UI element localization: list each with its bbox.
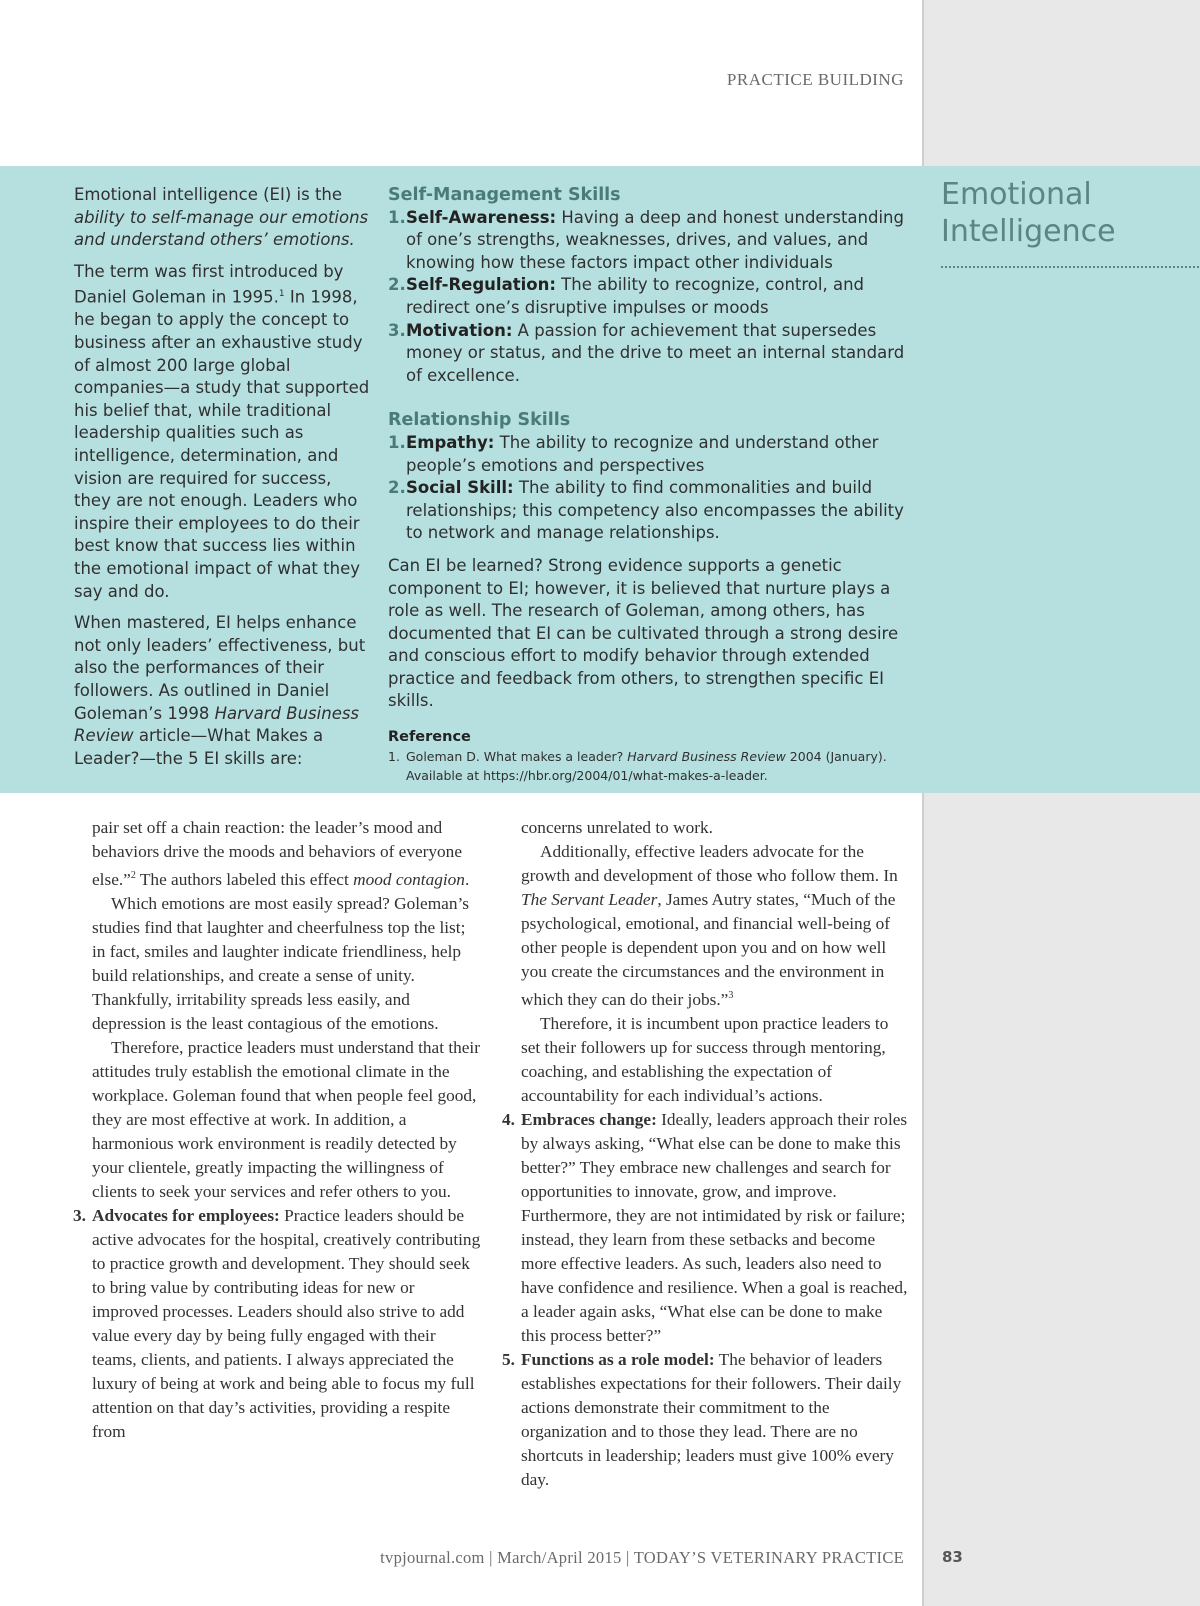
numbered-item-4: 4. Embraces change: Ideally, leaders approach their roles by always asking, “What else can be done to make this better?” They embrace new challenges and search for opportunities to innovate, grow, and improve. Furthermore, they are not intimidated by risk or failure; instead, they learn from these setbacks and become more effective leaders. As such, leaders also need to have confidence and resilience. When a goal is reached, a leader again asks, “What else can be done to make this process better?”	[502, 1109, 908, 1345]
ei-learned-paragraph: Can EI be learned? Strong evidence supports a genetic component to EI; however, it is believed that nurture plays a role as well. The research of Goleman, among others, has documented that EI can be cultivated through a strong desire and conscious effort to modify behavior through extended practice and feedback from others, to strengthen specific EI skills.	[388, 555, 899, 711]
self-management-list	[388, 207, 916, 388]
numbered-item-5: 5. Functions as a role model: The behavior of leaders establishes expectations for their followers. Their daily actions demonstrate their commitment to the organization and to those they lead. There are no shortcuts in leadership; leaders must give 100% every day.	[502, 1349, 902, 1489]
relationship-heading: Relationship Skills	[388, 410, 571, 431]
body-paragraph: Additionally, effective leaders advocate for the growth and development of those who follow them. In The Servant Leader, James Autry states, “Much of the psychological, emotional, and financial well-being of other people is dependent upon you and on how well you create the circumstances and the environment in which they can do their jobs.”$^3$	[521, 842, 898, 1009]
dotted-divider	[941, 266, 1199, 268]
list-item: 2. Self-Regulation: The ability to recognize, control, and redirect one’s disruptive impulses or moods	[388, 275, 865, 317]
skills-column	[388, 184, 916, 785]
reference-heading: Reference	[388, 729, 471, 746]
body-paragraph: pair set off a chain reaction: the leader’s mood and behaviors drive the moods and behaviors of everyone else.”$^2$ The authors labeled this effect mood contagion.	[92, 818, 470, 889]
article-right-column	[502, 816, 911, 1492]
relationship-list	[388, 432, 916, 545]
list-item: 2. Social Skill: The ability to find commonalities and build relationships; this competency also encompasses the ability to network and manage relationships.	[388, 478, 904, 543]
section-header: PRACTICE BUILDING	[726, 70, 904, 89]
intro-paragraph-2: The term was first introduced by Daniel Goleman in 1995.$^1$ In 1998, he began to apply the concept to business after an exhaustive study of almost 200 large global companies—a study that supported his belief that, while traditional leadership qualities such as intelligence, determination, and vision are required for success, they are not enough. Leaders who inspire their employees to do their best know that success lies within the emotional impact of what they say and do.	[74, 261, 370, 601]
page-number: 83	[942, 1548, 963, 1566]
self-management-heading: Self-Management Skills	[388, 185, 621, 205]
list-item: 3. Motivation: A passion for achievement that supersedes money or status, and the drive to meet an internal standard of excellence.	[388, 320, 905, 385]
body-paragraph: concerns unrelated to work.	[521, 818, 713, 837]
spacer	[388, 387, 916, 409]
intro-paragraph-1: Emotional intelligence (EI) is the ability to self-manage our emotions and understand others’ emotions.	[74, 185, 369, 250]
footer-citation: tvpjournal.com | March/April 2015 | TODAY’S VETERINARY PRACTICE	[380, 1548, 904, 1567]
sidebar-title: Emotional Intelligence	[941, 177, 1116, 249]
body-paragraph: Which emotions are most easily spread? Goleman’s studies find that laughter and cheerfulness top the list; in fact, smiles and laughter indicate friendliness, help build relationships, and create a sense of unity. Thankfully, irritability spreads less easily, and depression is the least contagious of the emotions.	[92, 893, 470, 1033]
reference-entry: 1. Goleman D. What makes a leader? Harvard Business Review 2004 (January). Available at https://hbr.org/2004/01/what-makes-a-leader.	[388, 749, 887, 784]
intro-paragraph-3: When mastered, EI helps enhance not only leaders’ effectiveness, but also the performances of their followers. As outlined in Daniel Goleman’s 1998 Harvard Business Review article—What Makes a Leader?—the 5 EI skills are:	[74, 613, 366, 768]
article-left-column	[73, 816, 482, 1444]
list-item: 1. Empathy: The ability to recognize and understand other people’s emotions and perspectives	[388, 432, 879, 475]
body-paragraph: Therefore, it is incumbent upon practice leaders to set their followers up for success through mentoring, coaching, and establishing the expectation of accountability for each individual’s actions.	[521, 1013, 889, 1105]
intro-column	[74, 184, 370, 779]
numbered-item-3: 3. Advocates for employees: Practice leaders should be active advocates for the hospital, creatively contributing to practice growth and development. They should seek to bring value by contributing ideas for new or improved processes. Leaders should also strive to add value every day by being fully engaged with their teams, clients, and patients. I always appreciated the luxury of being at work and being able to focus my full attention on that day’s activities, providing a respite from	[73, 1205, 481, 1441]
body-paragraph: Therefore, practice leaders must understand that their attitudes truly establish the emotional climate in the workplace. Goleman found that when people feel good, they are most effective at work. In addition, a harmonious work environment is readily detected by your clientele, greatly impacting the willingness of clients to seek your services and refer others to you.	[92, 1037, 480, 1201]
list-item: 1. Self-Awareness: Having a deep and honest understanding of one’s strengths, weaknesses, drives, and values, and knowing how these factors impact other individuals	[388, 207, 904, 272]
